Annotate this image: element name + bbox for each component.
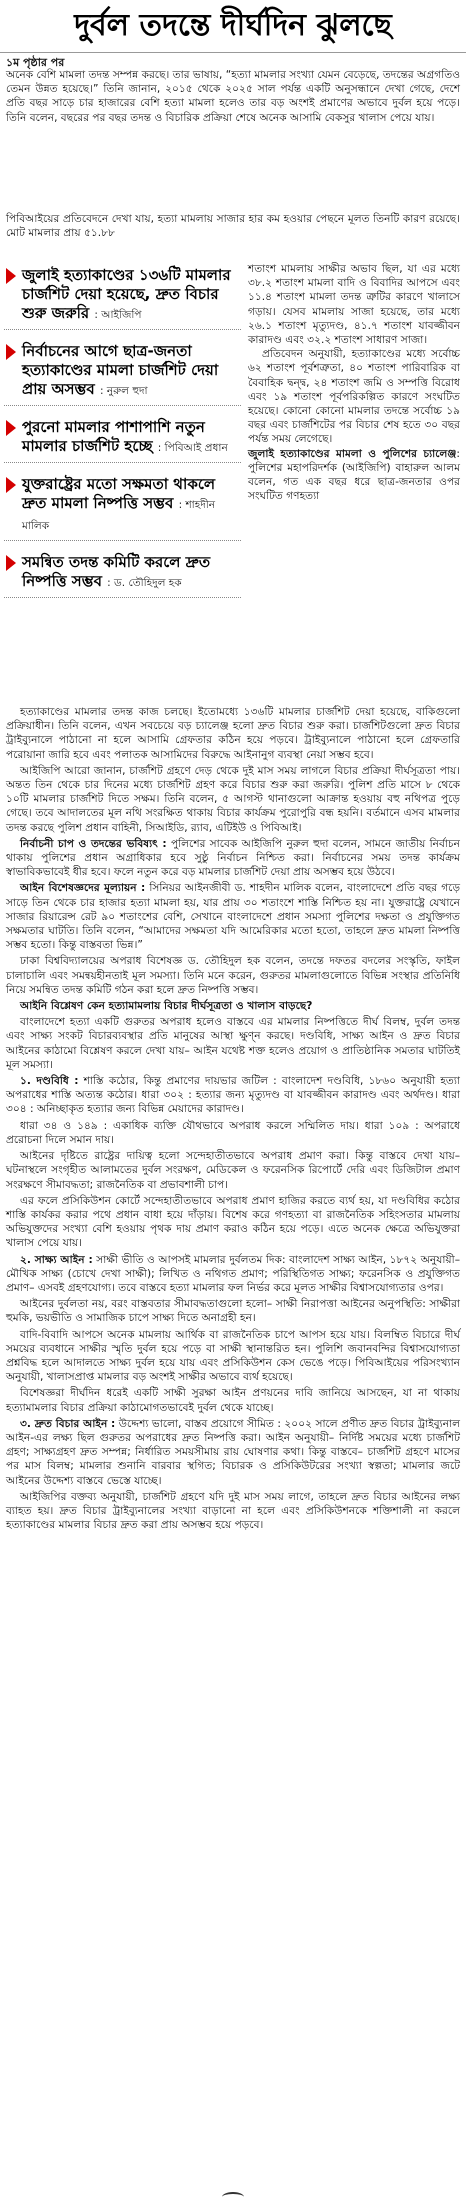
headline: দুর্বল তদন্তে দীর্ঘদিন ঝুলছে — [74, 7, 392, 43]
page-footer-ornament — [222, 2192, 244, 2202]
pull-quote-source: : পিবিআই প্রধান — [157, 442, 228, 454]
body-paragraph: ২. সাক্ষ্য আইন : সাক্ষী ভীতি ও আপসই মামলার দুর্বলতম দিক: বাংলাদেশ সাক্ষ্য আইন, ১৮৭২ অনুযায়ী– মৌখিক সাক্ষ্য (চোখে দেখা সাক্ষী); লিখিত ও নথিগত প্রমাণ; পরিস্থিতিগত সাক্ষ্য; ফরেনসিক ও প্রযুক্তিগত প্রমাণ– এসবই গ্রহণযোগ্য। তবে বাস্তবে হত্যা মামলার ফল নির্ভর করে মূলত সাক্ষীর বিশ্বাসযোগ্যতার ওপর। — [6, 1253, 460, 1294]
body-paragraph: নির্বাচনী চাপ ও তদন্তের ভবিষ্যৎ : পুলিশের সাবেক আইজিপি নুরুল হুদা বলেন, সামনে জাতীয় নির্বাচন থাকায় পুলিশের প্রধান অগ্রাধিকার হবে সুষ্ঠু নির্বাচন নিশ্চিত করা। নির্বাচনের সময় তদন্ত কার্যক্রম স্বাভাবিকভাবেই ধীর হবে। ফলে নতুন করে বড় মামলার চার্জশিট দেয়া প্রায় অসম্ভব হয়ে উঠবে। — [6, 837, 460, 879]
section-heading: ১. দণ্ডবিধি : — [20, 1075, 79, 1088]
section-heading: আইনি বিশ্লেষণ কেন হত্যামামলায় বিচার দীর্ঘসূত্রতা ও খালাস বাড়ছে? — [20, 1000, 313, 1013]
continued-from-label: ১ম পৃষ্ঠার পর — [6, 56, 65, 69]
quote-sidebar — [4, 262, 241, 606]
body-paragraph: আইন বিশেষজ্ঞদের মূল্যায়ন : সিনিয়র আইনজীবী ড. শাহদীন মালিক বলেন, বাংলাদেশে প্রতি বছর গড়ে সাড়ে তিন থেকে চার হাজার হত্যা মামলা হয়, যার প্রায় ৩০ শতাংশে শাস্তি নিশ্চিত হয় না। যুক্তরাষ্ট্রে যেখানে সাজার রিয়ারেন্স রেট ৯০ শতাংশের বেশি, সেখানে বাংলাদেশে প্রধান সমস্যা পুলিশের দক্ষতা ও প্রযুক্তিগত সক্ষমতার ঘাটতি। তিনি বলেন, “আমাদের সক্ষমতা যদি আমেরিকার মতো হতো, তাহলে দ্রুত মামলা নিষ্পত্তি সম্ভব হতো। কিন্তু বাস্তবতা ভিন্ন।” — [6, 882, 461, 952]
right-column — [248, 262, 460, 503]
pull-quote — [4, 414, 241, 463]
section-heading: আইন বিশেষজ্ঞদের মূল্যায়ন : — [20, 882, 146, 895]
pull-quote — [4, 471, 241, 541]
pull-quote-text: জুলাই হত্যাকাণ্ডের ১৩৬টি মামলার চার্জশিট দেয়া হয়েছে, দ্রুত বিচার শুরু জরুরি — [22, 266, 231, 322]
body-paragraph: ৩. দ্রুত বিচার আইন : উদ্দেশ্য ভালো, বাস্তব প্রয়োগে সীমিত : ২০০২ সালে প্রণীত দ্রুত বিচার ট্রাইব্যুনাল আইন-এর লক্ষ্য ছিল গুরুতর অপরাধের দ্রুত নিষ্পত্তি করা। আইন অনুযায়ী– নির্দিষ্ট সময়ের মধ্যে চার্জশিট গ্রহণ; সাক্ষ্যগ্রহণ দ্রুত সম্পন্ন; নির্ধারিত সময়সীমায় রায় ঘোষণার কথা। কিন্তু বাস্তবে– চার্জশিট গ্রহণে মাসের পর মাস বিলম্ব; মামলার শুনানি বারবার স্থগিত; বিচারক ও প্রসিকিউটরের সংখ্যা স্বল্পতা; মামলার জটে আইনের উদ্দেশ্য বাস্তবে ভেস্তে যাচ্ছে। — [6, 1417, 460, 1487]
pull-quote — [4, 549, 241, 598]
body-paragraph: শতাংশ মামলায় সাক্ষীর অভাব ছিল, যা এর মধ্যে ৩৮.২ শতাংশ মামলা বাদি ও বিবাদির আপসে এবং ১১.৪ শতাংশ মামলা তদন্ত ত্রুটির কারণে খালাসে গড়ায়। যেসব মামলায় সাজা হয়েছে, তার মধ্যে ২৬.১ শতাংশ মৃত্যুদণ্ড, ৪১.৭ শতাংশ যাবজ্জীবন কারাদণ্ড এবং ৩২.২ শতাংশ সাধারণ সাজা। — [248, 263, 460, 347]
section-heading: ২. সাক্ষ্য আইন : — [20, 1253, 93, 1266]
body-paragraph — [6, 999, 460, 1013]
pull-quote-text: পুরনো মামলার পাশাপাশি নতুন মামলার চার্জশিট হচ্ছে — [22, 418, 205, 455]
body-paragraph: প্রতিবেদন অনুযায়ী, হত্যাকাণ্ডের মধ্যে সর্বোচ্চ ৬২ শতাংশ পূর্বশত্রুতা, ৪০ শতাংশ পারিবারিক বা বৈবাহিক দ্বন্দ্ব, ২৪ শতাংশ জমি ও সম্পত্তি বিরোধ এবং ১৯ শতাংশ পূর্বপরিকল্পিত কারণে সংঘটিত হয়েছে। কোনো কোনো মামলার তদন্তে সর্বোচ্চ ১৯ বছর এবং চার্জশিটের পর বিচার শেষ হতে ৩০ বছর পর্যন্ত সময় লেগেছে। — [248, 348, 460, 446]
subhead-paragraph — [248, 447, 460, 504]
section-heading: নির্বাচনী চাপ ও তদন্তের ভবিষ্যৎ : — [20, 837, 167, 850]
body-paragraph: বিশেষজ্ঞরা দীর্ঘদিন ধরেই একটি সাক্ষী সুরক্ষা আইন প্রণয়নের দাবি জানিয়ে আসছেন, যা না থাকায় হত্যামামলার বিচার প্রক্রিয়া কাঠামোগতভাবেই দুর্বল থেকে যাচ্ছে। — [6, 1387, 460, 1414]
pull-quote — [4, 262, 241, 330]
divider — [0, 52, 466, 53]
body-paragraph: এর ফলে প্রসিকিউশন কোর্টে সন্দেহাতীতভাবে অপরাধ প্রমাণ হাজির করতে ব্যর্থ হয়, যা দণ্ডবিধির কঠোর শাস্তি কার্যকর করার পথে প্রধান বাধা হয়ে দাঁড়ায়। বিশেষ করে গণহত্যা বা রাজনৈতিক সহিংসতার মামলায় অভিযুক্তদের সংখ্যা বেশি হওয়ায় পৃথক দায় প্রমাণ করাও কঠিন হয়ে পড়ে। এতে অনেক ক্ষেত্রে অভিযুক্তরা খালাস পেয়ে যায়। — [6, 1194, 460, 1250]
body-paragraph: ঢাকা বিশ্ববিদ্যালয়ের অপরাধ বিশেষজ্ঞ ড. তৌহিদুল হক বলেন, তদন্তে দফতর বদলের সংস্কৃতি, ফাইল চালাচালি এবং সমন্বয়হীনতাই মূল সমস্যা। তিনি মনে করেন, গুরুতর মামলাগুলোতে বিভিন্ন সংস্থার প্রতিনিধি নিয়ে সমন্বিত তদন্ত কমিটি গঠন করা হলে দ্রুত নিষ্পত্তি সম্ভব। — [6, 955, 460, 996]
article-body — [6, 705, 460, 1534]
body-paragraph: ১. দণ্ডবিধি : শাস্তি কঠোর, কিন্তু প্রমাণের দায়ভার জটিল : বাংলাদেশ দণ্ডবিধি, ১৮৬০ অনুযায়ী হত্যা অপরাধের শাস্তি অত্যন্ত কঠোর। ধারা ৩০২ : হত্যার জন্য মৃত্যুদণ্ড বা যাবজ্জীবন কারাদণ্ড এবং অর্থদণ্ড। ধারা ৩০৪ : অনিচ্ছাকৃত হত্যার জন্য বিভিন্ন মেয়াদের কারাদণ্ড। — [6, 1075, 460, 1116]
intro-paragraph-2: পিবিআইয়ের প্রতিবেদনে দেখা যায়, হত্যা মামলায় সাজার হার কম হওয়ার পেছনে মূলত তিনটি কারণ রয়েছে। মোট মামলার প্রায় ৫১.৮৮ — [6, 213, 460, 240]
body-paragraph: আইনের দৃষ্টিতে রাষ্ট্রের দায়িত্ব হলো সন্দেহাতীতভাবে অপরাধ প্রমাণ করা। কিন্তু বাস্তবে দেখা যায়– ঘটনাস্থলে সংগৃহীত আলামতের দুর্বল সংরক্ষণ, মেডিকেল ও ফরেনসিক রিপোর্টে দেরি এবং ডিজিটাল প্রমাণ সংরক্ষণে সীমাবদ্ধতা; রাজনৈতিক বা প্রভাবশালী চাপ। — [6, 1150, 460, 1191]
intro-paragraph: অনেক বেশি মামলা তদন্ত সম্পন্ন করছে। তার ভাষায়, “হত্যা মামলার সংখ্যা যেমন বেড়েছে, তদন্তের অগ্রগতিও তেমন উন্নত হয়েছে।” তিনি জানান, ২০১৫ থেকে ২০২৫ সাল পর্যন্ত একটি অনুসন্ধানে দেখা গেছে, দেশে প্রতি বছর সাড়ে চার হাজারের বেশি হত্যা মামলা হলেও তার বড় অংশই প্রমাণের অভাবে দুর্বল হয়ে পড়ে। তিনি বলেন, বছরের পর বছর তদন্ত ও বিচারিক প্রক্রিয়া শেষে অনেক আসামি বেকসুর খালাস পেয়ে যায়। — [6, 69, 460, 124]
section-heading: ৩. দ্রুত বিচার আইন : — [20, 1417, 116, 1430]
body-paragraph: আইজিপি আরো জানান, চার্জশিট গ্রহণে দেড় থেকে দুই মাস সময় লাগলে বিচার প্রক্রিয়া দীর্ঘসূত্রতা পায়। অন্তত তিন থেকে চার দিনের মধ্যে চার্জশিট গ্রহণ করে বিচার শুরু করা জরুরি। পুলিশ প্রতি মাসে ৮ থেকে ১০টি মামলার চার্জশিট দিতে সক্ষম। তিনি বলেন, ৫ আগস্ট থানাগুলো আক্রান্ত হওয়ায় বহু নথিপত্র পুড়ে গেছে। তবে আদালতের মূল নথি সংরক্ষিত থাকায় বিচার কার্যক্রম পুরোপুরি বন্ধ হয়নি। বর্তমানে এসব মামলার তদন্ত করছে পুলিশ প্রধান বাহিনী, সিআইডি, র‍্যাব, এটিইউ ও পিবিআই। — [6, 764, 460, 834]
pull-quote-text: সমন্বিত তদন্ত কমিটি করলে দ্রুত নিষ্পত্তি সম্ভব — [22, 553, 211, 590]
body-paragraph: বাংলাদেশে হত্যা একটি গুরুতর অপরাধ হলেও বাস্তবে এর মামলার নিষ্পত্তিতে দীর্ঘ বিলম্ব, দুর্বল তদন্ত এবং সাক্ষ্য সংকট বিচারব্যবস্থার প্রতি মানুষের আস্থা ক্ষুণ্ন করছে। দণ্ডবিধি, সাক্ষ্য আইন ও দ্রুত বিচার আইনের কাঠামো বিশ্লেষণ করলে দেখা যায়– আইন যথেষ্ট শক্ত হলেও প্রয়োগ ও প্রাতিষ্ঠানিক সমতার ঘাটতিই মূল সমস্যা। — [6, 1016, 460, 1071]
body-paragraph: বাদি-বিবাদি আপসে অনেক মামলায় আর্থিক বা রাজনৈতিক চাপে আপস হয়ে যায়। বিলম্বিত বিচারে দীর্ঘ সময়ের ব্যবধানে সাক্ষীর স্মৃতি দুর্বল হয়ে পড়ে বা সাক্ষী স্থানান্তরিত হন। পুলিশি জবানবন্দির বিশ্বাসযোগ্যতা প্রশ্নবিদ্ধ হলে আদালতে সাক্ষ্য দুর্বল হয়ে যায় এবং প্রসিকিউশন কেস ভেঙে পড়ে। পিবিআইয়ের পরিসংখ্যান অনুযায়ী, খালাসপ্রাপ্ত মামলার বড় অংশই সাক্ষীর অভাবে ব্যর্থ হয়েছে। — [6, 1328, 460, 1384]
subhead: জুলাই হত্যাকাণ্ডের মামলা ও পুলিশের চ্যালেঞ্জ — [248, 447, 457, 460]
pull-quote-source: : ড. তৌহিদুল হক — [107, 577, 182, 589]
pull-quote-source: : নুরুল হুদা — [99, 385, 148, 397]
body-paragraph: আইজিপির বক্তব্য অনুযায়ী, চার্জশিট গ্রহণে যদি দুই মাস সময় লাগে, তাহলে দ্রুত বিচার আইনের লক্ষ্য ব্যাহত হয়। দ্রুত বিচার ট্রাইব্যুনালের সংখ্যা বাড়ানো না হলে এবং প্রসিকিউশনকে শক্তিশালী না করলে হত্যাকাণ্ডের মামলার বিচার দ্রুত করা প্রায় অসম্ভব হয়ে পড়বে। — [6, 1490, 460, 1532]
pull-quote-text: নির্বাচনের আগে ছাত্র-জনতা হত্যাকাণ্ডের মামলা চার্জশিট দেয়া প্রায় অসম্ভব — [22, 342, 219, 398]
body-paragraph: আইনের দুর্বলতা নয়, বরং বাস্তবতার সীমাবদ্ধতাগুলো হলো– সাক্ষী নিরাপত্তা আইনের অনুপস্থিতি: সাক্ষীরা হুমকি, ভয়ভীতি ও সামাজিক চাপে সাক্ষ্য দিতে অনাগ্রহী হন। — [6, 1298, 460, 1325]
pull-quote-source: : শাহদীন মালিক — [22, 499, 216, 532]
pull-quote-source: : আইজিপি — [94, 309, 142, 321]
pull-quote — [4, 338, 241, 406]
body-paragraph: ধারা ৩৪ ও ১৪৯ : একাধিক ব্যক্তি যৌথভাবে অপরাধ করলে সম্মিলিত দায়। ধারা ১০৯ : অপরাধে প্ররোচনা দিলে সমান দায়। — [6, 1119, 460, 1146]
body-text: : পুলিশের মহাপরিদর্শক (আইজিপি) বাহারুল আলম বলেন, গত এক বছর ধরে ছাত্র-জনতার ওপর সংঘটিত গণহত্যা — [248, 447, 460, 503]
body-paragraph: হত্যাকাণ্ডের মামলার তদন্ত কাজ চলছে। ইতোমধ্যে ১৩৬টি মামলার চার্জশিট দেয়া হয়েছে, বাকিগুলো প্রক্রিয়াধীন। তিনি বলেন, এখন সবচেয়ে বড় চ্যালেঞ্জ হলো দ্রুত বিচার শুরু করা। চার্জশিটগুলো দ্রুত বিচার ট্রাইব্যুনালে পাঠানো না হলে আসামি গ্রেফতার কঠিন হয়ে পড়বে। ট্রাইব্যুনালে পাঠানো হলে গ্রেফতারি পরোয়ানা জারি হবে এবং পলাতক আসামিদের বিরুদ্ধে আইনানুগ ব্যবস্থা নেয়া সম্ভব হবে। — [6, 706, 460, 761]
pull-quote-text: যুক্তরাষ্ট্রের মতো সক্ষমতা থাকলে দ্রুত মামলা নিষ্পত্তি সম্ভব — [22, 475, 216, 512]
